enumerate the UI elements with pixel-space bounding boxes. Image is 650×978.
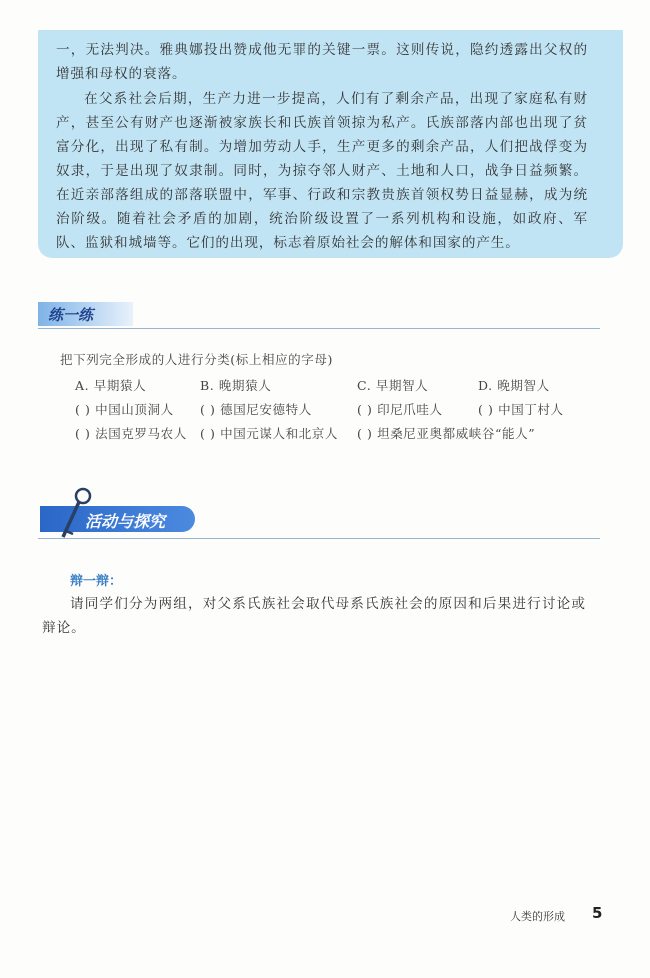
classify-item[interactable]: ( ) 坦桑尼亚奥都威峡谷“能人” <box>357 426 536 441</box>
classify-item[interactable]: ( ) 法国克罗马农人 <box>75 426 187 441</box>
option: C. 早期智人 <box>357 378 429 393</box>
classify-item[interactable]: ( ) 中国丁村人 <box>478 402 564 417</box>
practice-instruction: 把下列完全形成的人进行分类(标上相应的字母) <box>60 352 333 367</box>
reading-paragraph: 在父系社会后期，生产力进一步提高，人们有了剩余产品，出现了家庭私有财产，甚至公有财产也逐渐被家族长和氏族首领掠为私产。氏族部落内部也出现了贫富分化，出现了私有制。为增加劳动人手，生产更多的剩余产品，人们把战俘变为奴隶，于是出现了奴隶制。同时，为掠夺邻人财产、土地和人口，战争日益频繁。在近亲部落组成的部落联盟中，军事、行政和宗教贵族首领权势日益显赫，成为统治阶级。随着社会矛盾的加剧，统治阶级设置了一系列机构和设施，如政府、军队、监狱和城墙等。它们的出现，标志着原始社会的解体和国家的产生。 <box>56 91 588 251</box>
activity-title: 活动与探究 <box>85 512 166 531</box>
practice-title: 练一练 <box>48 306 94 324</box>
activity-text: 请同学们分为两组，对父系氏族社会取代母系氏族社会的原因和后果进行讨论或辩论。 <box>42 596 586 636</box>
page-number: 5 <box>592 904 603 922</box>
reading-paragraph: 一，无法判决。雅典娜投出赞成他无罪的关键一票。这则传说，隐约透露出父权的增强和母权的衰落。 <box>56 42 588 82</box>
reading-box <box>38 30 623 258</box>
divider <box>38 328 600 329</box>
key-icon <box>55 487 95 543</box>
classify-item[interactable]: ( ) 印尼爪哇人 <box>357 402 443 417</box>
option: A. 早期猿人 <box>75 378 147 393</box>
activity-subtitle: 辩一辩： <box>70 574 123 589</box>
option: D. 晚期智人 <box>478 378 550 393</box>
classify-item[interactable]: ( ) 中国元谋人和北京人 <box>200 426 339 441</box>
classify-item[interactable]: ( ) 德国尼安德特人 <box>200 402 312 417</box>
option: B. 晚期猿人 <box>200 378 272 393</box>
practice-header <box>38 302 133 326</box>
chapter-name: 人类的形成 <box>510 910 565 923</box>
divider <box>38 538 600 539</box>
classify-item[interactable]: ( ) 中国山顶洞人 <box>75 402 174 417</box>
